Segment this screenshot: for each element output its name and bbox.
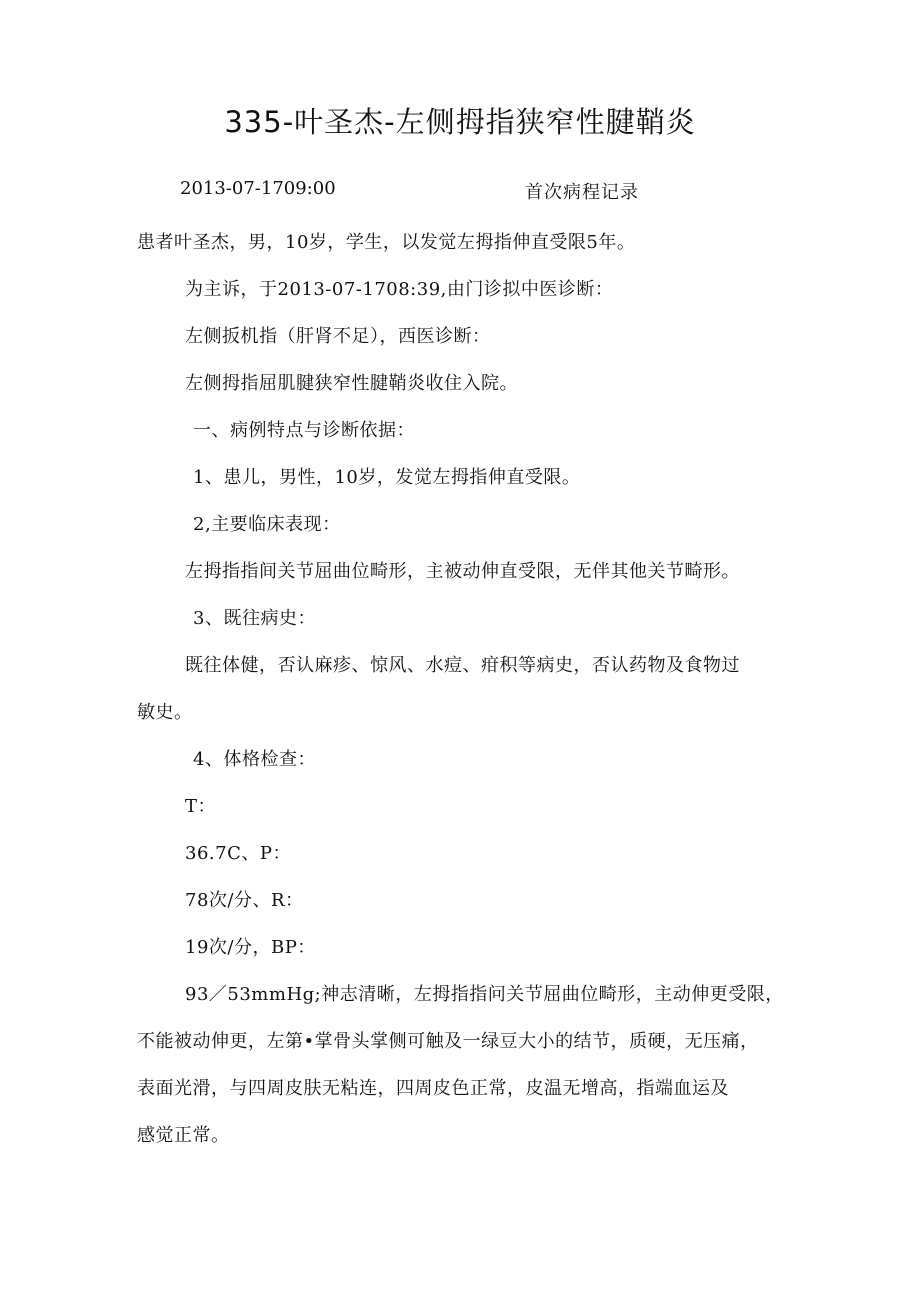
text-line: 93／53mmHg;神志清晰，左拇指指问关节屈曲位畸形，主动伸更受限，: [185, 984, 784, 1005]
text-line: 表面光滑，与四周皮肤无粘连，四周皮色正常，皮温无增高，指端血运及: [137, 1078, 729, 1099]
text-line: 左侧拇指屈肌腱狭窄性腱鞘炎收住入院。: [185, 373, 518, 394]
text-line: 左拇指指间关节屈曲位畸形，主被动伸直受限，无伴其他关节畸形。: [185, 561, 740, 582]
record-type: 首次病程记录: [525, 182, 639, 203]
text-line: 4、体格检查：: [193, 749, 316, 770]
document-title: 335-叶圣杰-左侧拇指狭窄性腱鞘炎: [224, 105, 696, 139]
section-heading: 一、病例特点与诊断依据：: [193, 420, 415, 441]
text-line: T：: [185, 796, 217, 817]
text-line: 患者叶圣杰，男，10岁，学生，以发觉左拇指伸直受限5年。: [137, 232, 636, 253]
text-line: 78次/分、R：: [185, 890, 304, 911]
text-line: 不能被动伸更，左第•掌骨头掌侧可触及一绿豆大小的结节，质硬，无压痛，: [137, 1031, 759, 1052]
record-datetime: 2013-07-1709:00: [180, 178, 336, 199]
text-line: 敏史。: [137, 702, 193, 723]
text-line: 1、患儿，男性，10岁，发觉左拇指伸直受限。: [193, 467, 581, 488]
text-line: 2,主要临床表现：: [193, 514, 341, 535]
text-line: 3、既往病史：: [193, 608, 316, 629]
text-line: 感觉正常。: [137, 1125, 230, 1146]
text-line: 36.7C、P：: [185, 843, 291, 864]
text-line: 既往体健，否认麻疹、惊风、水痘、疳积等病史，否认药物及食物过: [185, 655, 740, 676]
text-line: 19次/分，BP：: [185, 937, 316, 958]
text-line: 为主诉，于2013-07-1708:39,由门诊拟中医诊断：: [185, 279, 614, 300]
text-line: 左侧扳机指（肝肾不足），西医诊断：: [185, 326, 491, 347]
